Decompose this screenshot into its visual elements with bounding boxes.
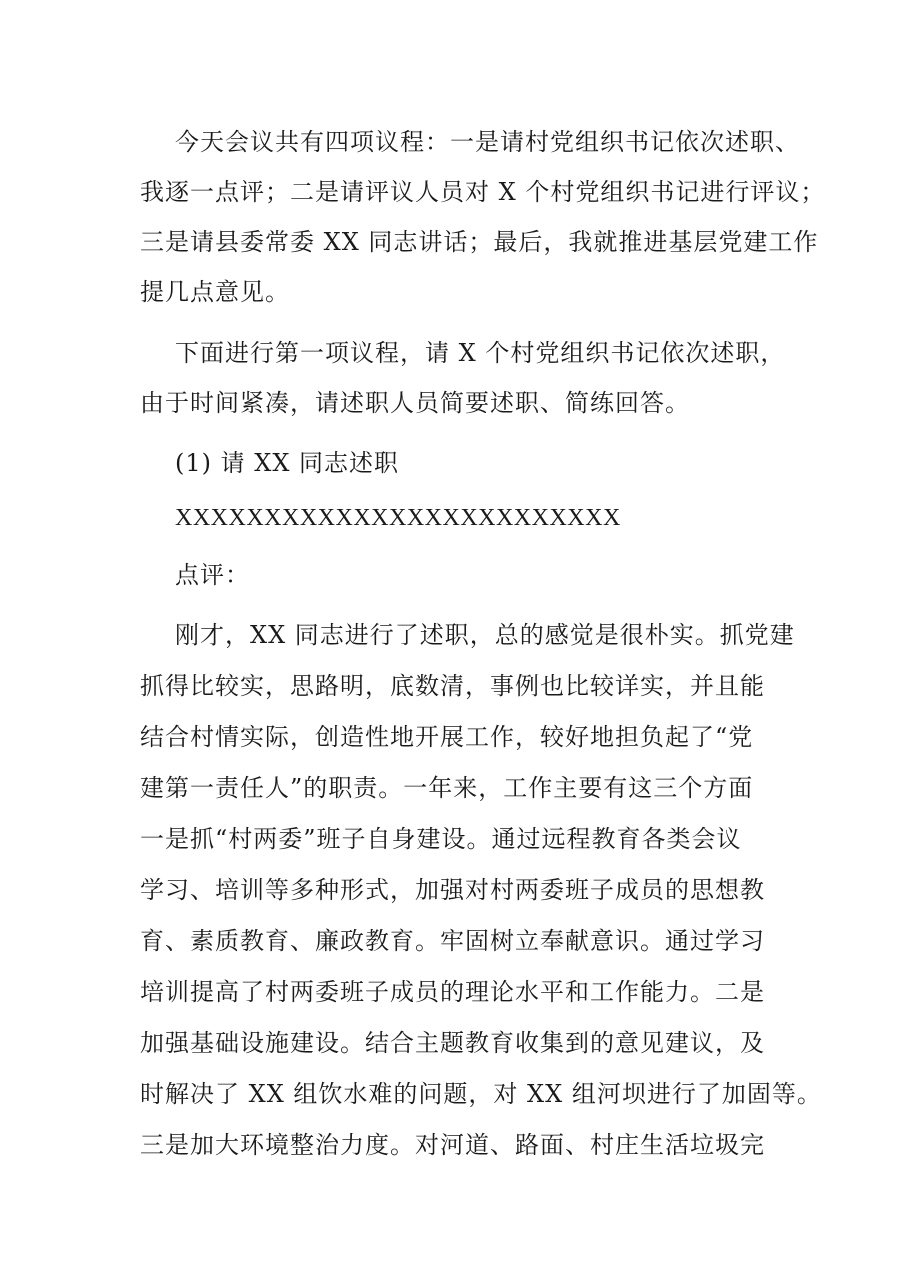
paragraph-3-line-9: 加强基础设施建设。结合主题教育收集到的意见建议，及: [140, 1029, 765, 1057]
paragraph-1-line-3: 三是请县委常委 XX 同志讲话；最后，我就推进基层党建工作: [140, 228, 819, 256]
paragraph-3-line-11: 三是加大环境整治力度。对河道、路面、村庄生活垃圾完: [140, 1131, 765, 1159]
paragraph-3-line-1: 刚才，XX 同志进行了述职，总的感觉是很朴实。抓党建: [175, 621, 795, 649]
paragraph-1-line-4: 提几点意见。: [140, 278, 290, 306]
paragraph-1-line-2: 我逐一点评；二是请评议人员对 X 个村党组织书记进行评议；: [140, 178, 826, 206]
paragraph-3-line-4: 建第一责任人”的职责。一年来，工作主要有这三个方面: [140, 774, 754, 802]
paragraph-3-line-5: 一是抓“村两委”班子自身建设。通过远程教育各类会议: [140, 825, 742, 853]
agenda-item-1: (1) 请 XX 同志述职: [175, 449, 400, 477]
paragraph-2-line-1: 下面进行第一项议程，请 X 个村党组织书记依次述职，: [175, 339, 786, 367]
paragraph-3-line-8: 培训提高了村两委班子成员的理论水平和工作能力。二是: [140, 978, 765, 1006]
paragraph-3-line-6: 学习、培训等多种形式，加强对村两委班子成员的思想教: [140, 876, 765, 904]
paragraph-2-line-2: 由于时间紧凑，请述职人员简要述职、简练回答。: [140, 389, 690, 417]
paragraph-3-line-7: 育、素质教育、廉政教育。牢固树立奉献意识。通过学习: [140, 927, 765, 955]
paragraph-3-line-10: 时解决了 XX 组饮水难的问题，对 XX 组河坝进行了加固等。: [140, 1080, 822, 1108]
review-label: 点评：: [175, 561, 250, 589]
paragraph-3-line-3: 结合村情实际，创造性地开展工作，较好地担负起了“党: [140, 723, 754, 751]
paragraph-1-line-1: 今天会议共有四项议程：一是请村党组织书记依次述职、: [175, 128, 800, 156]
paragraph-3-line-2: 抓得比较实，思路明，底数清，事例也比较详实，并且能: [140, 672, 765, 700]
placeholder-text: XXXXXXXXXXXXXXXXXXXXXXXXX: [175, 505, 621, 531]
